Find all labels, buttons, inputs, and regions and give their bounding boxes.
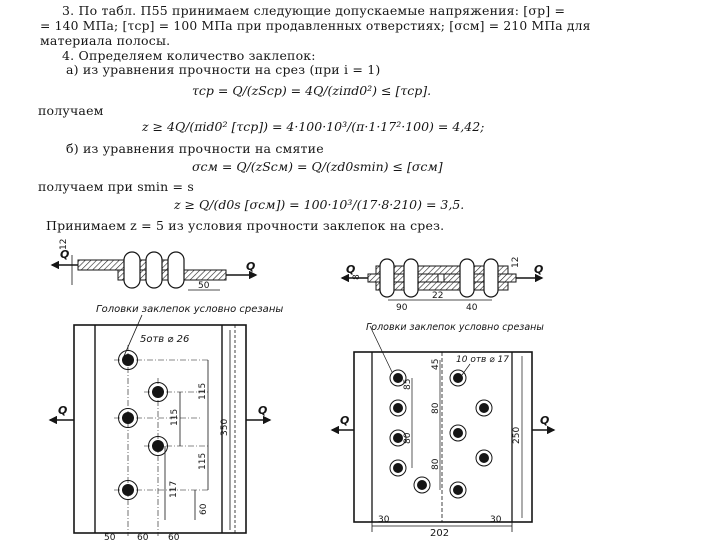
right-load-q-1: Q (346, 263, 356, 276)
left-load-q-3: Q (58, 404, 68, 417)
right-dim-12: 12 (511, 256, 521, 268)
right-dim-v-1: 85 (403, 378, 413, 390)
right-dim-strip-3: 40 (466, 303, 478, 313)
left-rivet-holes (119, 351, 168, 500)
text-line-8: получаем при smin = s (38, 179, 194, 194)
right-dim-v-4: 80 (431, 458, 441, 470)
right-dim-v-3: 80 (403, 432, 413, 444)
left-load-q-1: Q (60, 248, 70, 261)
text-line-1: 3. По табл. П55 принимаем следующие допускаемые напряжения: [σр] = (62, 3, 566, 18)
right-dim-strip-2: 22 (432, 291, 444, 301)
right-load-q-2: Q (534, 263, 544, 276)
right-hole-note: 10 отв ⌀ 17 (456, 355, 509, 365)
text-line-5: а) из уравнения прочности на срез (при i = 1) (66, 62, 381, 77)
equation-shear-stress: τср = Q/(zSср) = 4Q/(ziπd0²) ≤ [τср]. (192, 83, 432, 98)
left-hole-note: 5отв ⌀ 26 (140, 334, 190, 345)
left-dim-v-2: 115 (170, 408, 180, 426)
text-line-3: материала полосы. (40, 33, 171, 48)
text-line-9: Принимаем z = 5 из условия прочности заклепок на срез. (46, 218, 445, 233)
rivet-hole (450, 482, 466, 498)
right-dim-v-5: 45 (431, 358, 441, 370)
right-load-q-4: Q (540, 414, 550, 427)
left-dim-b-1: 50 (104, 533, 116, 540)
right-dim-b-2: 202 (430, 528, 450, 539)
right-dim-v-6: 250 (512, 426, 522, 444)
text-line-4: 4. Определяем количество заклепок: (62, 48, 316, 63)
left-dim-v-3: 350 (220, 418, 230, 436)
rivet-hole (390, 460, 406, 476)
right-dim-v-2: 80 (431, 402, 441, 414)
text-line-2: = 140 МПа; [τср] = 100 МПа при продавленных отверстиях; [σсм] = 210 МПа для (40, 19, 591, 33)
right-dim-strip-1: 90 (396, 303, 408, 313)
equation-bearing-stress: σсм = Q/(zSсм) = Q/(zd0smin) ≤ [σсм] (192, 159, 443, 174)
right-dim-b-1: 30 (378, 515, 390, 525)
text-line-6: получаем (38, 103, 104, 118)
right-label-heads: Головки заклепок условно срезаны (366, 322, 544, 333)
left-load-q-4: Q (258, 404, 268, 417)
rivet-hole (414, 477, 430, 493)
left-load-q-2: Q (246, 260, 256, 273)
left-dim-b-3: 60 (168, 533, 180, 540)
left-drawing (50, 239, 283, 540)
left-dim-v-1: 115 (198, 382, 208, 400)
rivet-hole (476, 450, 492, 466)
left-side-view (52, 239, 256, 291)
left-dim-v-5: 117 (169, 480, 179, 498)
rivet-hole (390, 400, 406, 416)
rivet-hole (450, 425, 466, 441)
left-dim-v-4: 115 (198, 452, 208, 470)
left-dim-b-2: 60 (137, 533, 149, 540)
text-line-7: б) из уравнения прочности на смятие (66, 141, 324, 156)
left-dim-50-side: 50 (198, 281, 210, 291)
left-plan-view (50, 325, 270, 540)
right-dim-8: 8 (352, 274, 362, 280)
left-dim-12: 12 (59, 238, 69, 250)
equation-rivets-bearing: z ≥ Q/(d0s [σсм]) = 100·10³/(17·8·210) = 3,5. (174, 197, 465, 212)
rivet-hole (476, 400, 492, 416)
left-label-heads: Головки заклепок условно срезаны (96, 304, 284, 315)
right-plan-view (332, 326, 554, 539)
left-dim-v-6: 60 (199, 503, 209, 515)
right-drawing (332, 257, 554, 539)
right-side-view (342, 257, 543, 313)
equation-rivets-shear: z ≥ 4Q/(πid0² [τср]) = 4·100·10³/(π·1·17²·100) = 4,42; (142, 119, 485, 134)
right-dim-b-3: 30 (490, 515, 502, 525)
right-load-q-3: Q (340, 414, 350, 427)
